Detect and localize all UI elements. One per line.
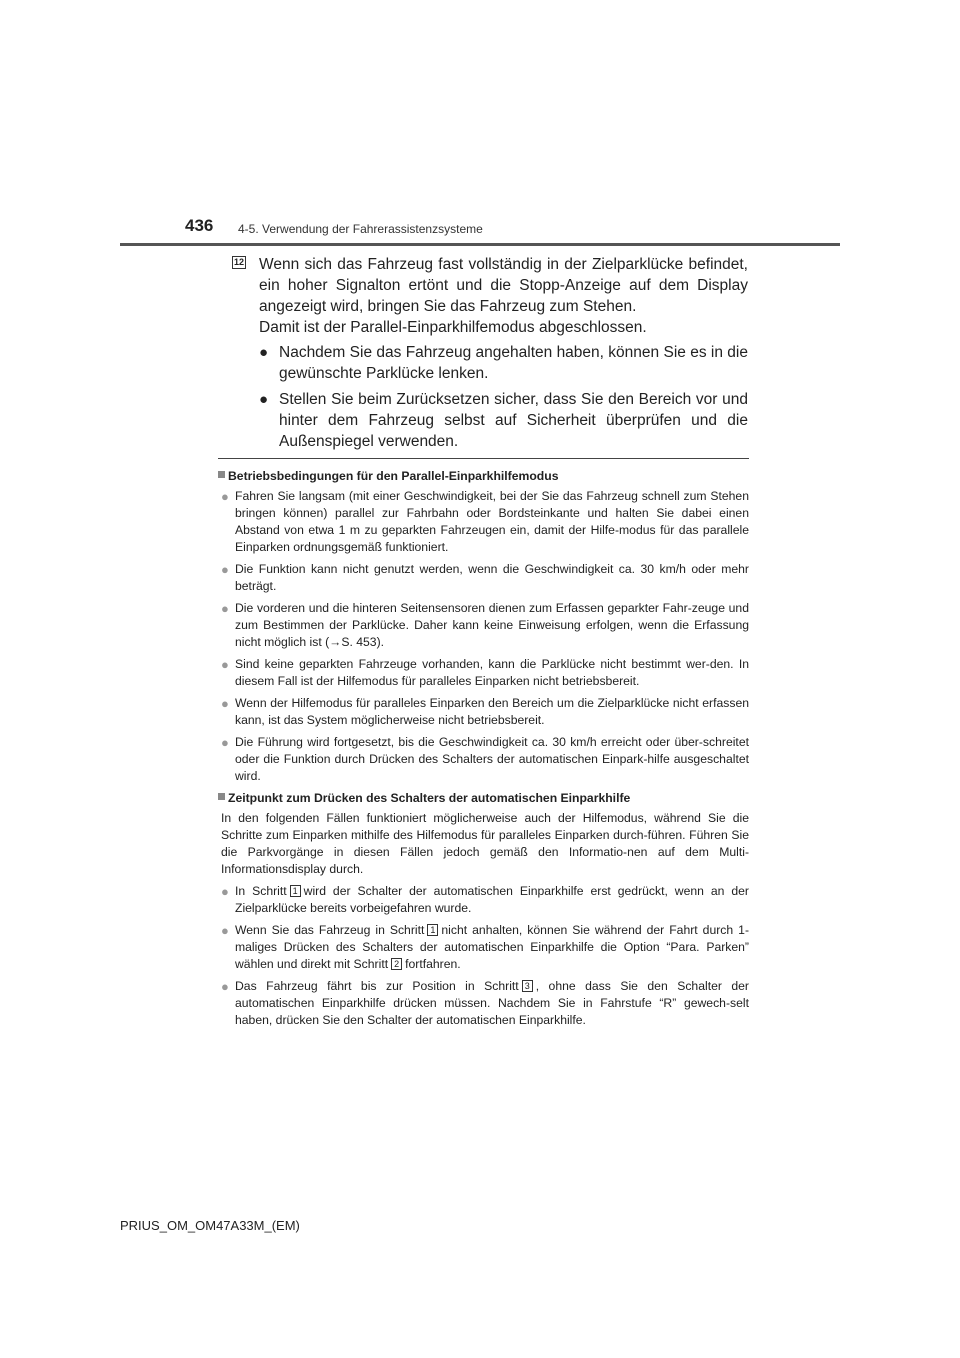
note-item <box>221 488 749 556</box>
note-text: Wenn Sie das Fahrzeug in Schritt <box>235 923 425 937</box>
note-heading-text: Zeitpunkt zum Drücken des Schalters der automatischen Einparkhilfe <box>228 791 631 805</box>
note-item-text: Die Funktion kann nicht genutzt werden, wenn die Geschwindigkeit ca. 30 km/h oder mehr beträgt. <box>235 562 749 593</box>
bullet-icon: ● <box>259 344 269 361</box>
note-item <box>221 978 749 1029</box>
bullet-icon: ● <box>221 696 229 711</box>
note-item-text: Sind keine geparkten Fahrzeuge vorhanden, kann die Parklücke nicht bestimmt wer-den. In diesem Fall ist der Hilfemodus für paralleles Einparken nicht betriebsbereit. <box>235 657 749 688</box>
bullet-icon: ● <box>221 735 229 750</box>
document-id: PRIUS_OM_OM47A33M_(EM) <box>120 1218 300 1233</box>
step-bullet-text: Stellen Sie beim Zurücksetzen sicher, dass Sie den Bereich vor und hinter dem Fahrzeug selbst auf Sicherheit überprüfen und die Außenspiegel verwenden. <box>279 391 748 450</box>
note-heading <box>218 790 749 807</box>
note-heading-text: Betriebsbedingungen für den Parallel-Einparkhilfemodus <box>228 469 559 483</box>
step-ref-badge: 1 <box>427 924 438 936</box>
note-intro: In den folgenden Fällen funktioniert möglicherweise auch der Hilfemodus, während Sie die Schritte zum Einparken mithilfe des Hilfemodus für paralleles Einparken durch-führen. Führen Sie die Parkvorgänge in diesen Fällen jedoch gemäß den Informatio-nen auf dem Multi-Informationsdisplay durch. <box>221 811 749 876</box>
step-bullet <box>259 389 748 452</box>
note-item-text: Die vorderen und die hinteren Seitensensoren dienen zum Erfassen geparkter Fahr-zeuge und zum Bestimmen der Parklücke. Daher kann keine Einweisung erfolgen, wenn die Erfassung nicht möglich ist (→S. 453). <box>235 601 749 649</box>
notes-section <box>218 468 749 1034</box>
note-text: fortfahren. <box>405 957 461 971</box>
note-item-text: Die Führung wird fortgesetzt, bis die Geschwindigkeit ca. 30 km/h erreicht oder über-schreitet oder die Funktion durch Drücken des Schalters der automatischen Einpark-hilfe ausgeschaltet wird. <box>235 735 749 783</box>
step-number-badge: 12 <box>234 257 245 267</box>
page-number: 436 <box>185 216 214 235</box>
step-block <box>232 254 748 457</box>
header-rule <box>120 243 840 246</box>
step-paragraph: Wenn sich das Fahrzeug fast vollständig in der Zielparklücke befindet, ein hoher Signalton ertönt und die Stopp-Anzeige auf dem Display angezeigt wird, bringen Sie das Fahrzeug zum Stehen. <box>259 256 748 315</box>
bullet-icon: ● <box>221 923 229 938</box>
square-bullet-icon <box>218 793 225 800</box>
step-ref-badge: 1 <box>290 885 301 897</box>
section-divider <box>218 458 749 459</box>
note-text: Das Fahrzeug fährt bis zur Position in Schritt <box>235 979 519 993</box>
section-title: 4-5. Verwendung der Fahrerassistenzsysteme <box>238 222 483 236</box>
bullet-icon: ● <box>221 979 229 994</box>
step-ref-badge: 3 <box>522 980 533 992</box>
note-text: nicht anhalten, können Sie während der Fahrt durch 1-maliges Drücken des Schalters der automatischen Einparkhilfe die Option “Para. Parken” wählen und direkt mit Schritt <box>235 923 750 971</box>
bullet-icon: ● <box>221 657 229 672</box>
step-bullet-text: Nachdem Sie das Fahrzeug angehalten haben, können Sie es in die gewünschte Parklücke lenken. <box>279 344 748 382</box>
note-text: wird der Schalter der automatischen Einparkhilfe erst gedrückt, wenn an der Zielparklücke bereits vorbeigefahren wurde. <box>235 884 749 915</box>
note-item <box>221 734 749 785</box>
bullet-icon: ● <box>221 489 229 504</box>
bullet-icon: ● <box>221 884 229 899</box>
step-conclusion: Damit ist der Parallel-Einparkhilfemodus abgeschlossen. <box>259 319 647 336</box>
note-text: In Schritt <box>235 884 287 898</box>
note-item <box>221 561 749 595</box>
step-bullet <box>259 342 748 384</box>
note-text: , ohne dass Sie den Schalter der automatischen Einparkhilfe drücken müssen. Nachdem Sie in Fahrstufe “R” gewech-selt haben, drücken Sie den Schalter der automatischen Einparkhilfe. <box>235 979 749 1027</box>
bullet-icon: ● <box>221 601 229 616</box>
square-bullet-icon <box>218 471 225 478</box>
note-item <box>221 695 749 729</box>
note-item-text: Wenn der Hilfemodus für paralleles Einparken den Bereich um die Zielparklücke nicht erfassen kann, ist das System möglicherweise nicht betriebsbereit. <box>235 696 749 727</box>
note-item <box>221 922 749 973</box>
bullet-icon: ● <box>259 391 269 408</box>
note-item <box>221 600 749 651</box>
note-item-text: Fahren Sie langsam (mit einer Geschwindigkeit, bei der Sie das Fahrzeug schnell zum Stehen bringen können) parallel zur Fahrbahn oder Bordsteinkante und halten Sie dabei einen Abstand von etwa 1 m zu geparkten Fahrzeugen ein, damit der Hilfe-modus für das parallele Einparken ordnungsgemäß funktioniert. <box>235 489 749 554</box>
note-heading <box>218 468 749 485</box>
bullet-icon: ● <box>221 562 229 577</box>
note-item <box>221 656 749 690</box>
step-bullet-list <box>259 342 748 452</box>
note-item <box>221 883 749 917</box>
step-ref-badge: 2 <box>391 958 402 970</box>
